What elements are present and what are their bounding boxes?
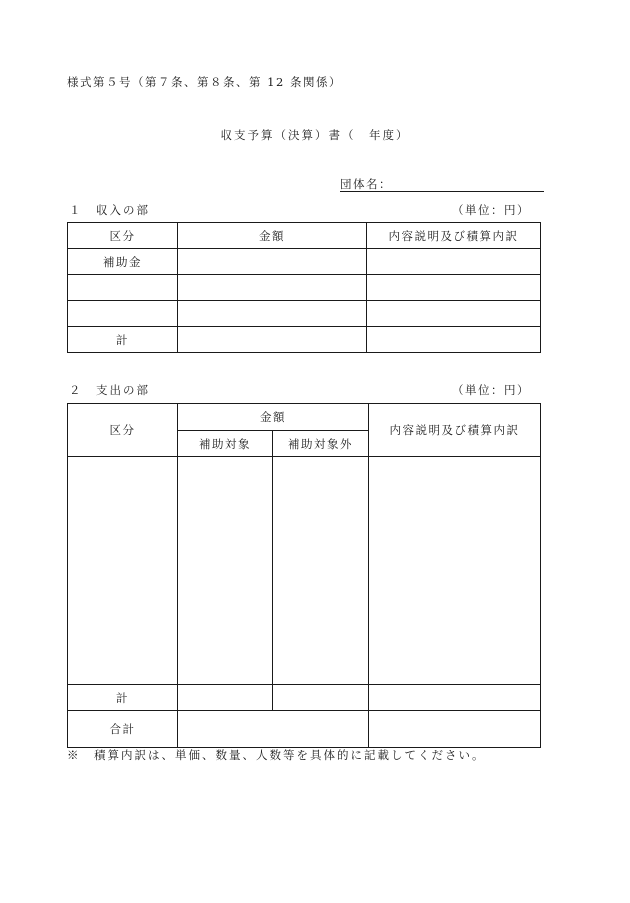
table-row — [68, 457, 541, 685]
column-header-description: 内容説明及び積算内訳 — [369, 404, 541, 457]
table-cell[interactable] — [178, 301, 367, 327]
column-header-category: 区分 — [68, 223, 178, 249]
column-header-not-subsidized: 補助対象外 — [273, 431, 369, 457]
table-cell[interactable] — [367, 249, 541, 275]
table-cell[interactable] — [178, 457, 273, 685]
table-row — [68, 275, 541, 301]
column-header-amount: 金額 — [178, 223, 367, 249]
table-cell[interactable] — [367, 301, 541, 327]
column-header-description: 内容説明及び積算内訳 — [367, 223, 541, 249]
subtotal-row — [68, 685, 541, 711]
table-header-row — [68, 223, 541, 249]
table-row — [68, 301, 541, 327]
table-cell[interactable] — [68, 457, 178, 685]
income-section-heading: １ 収入の部 — [69, 203, 150, 217]
table-cell[interactable] — [273, 685, 369, 711]
table-cell: 計 — [68, 327, 178, 353]
table-cell[interactable] — [68, 301, 178, 327]
income-table — [67, 222, 541, 353]
column-header-subsidized: 補助対象 — [178, 431, 273, 457]
table-row — [68, 327, 541, 353]
column-header-amount: 金額 — [178, 404, 369, 431]
table-cell[interactable] — [273, 457, 369, 685]
expense-section-heading: ２ 支出の部 — [69, 383, 150, 397]
expense-unit-label: （単位：円） — [452, 383, 530, 397]
table-cell: 補助金 — [68, 249, 178, 275]
document-title: 収支予算（決算）書（ 年度） — [220, 128, 410, 142]
table-cell[interactable] — [369, 685, 541, 711]
total-row — [68, 711, 541, 748]
table-row — [68, 249, 541, 275]
table-cell[interactable] — [178, 711, 369, 748]
income-unit-label: （単位：円） — [452, 203, 530, 217]
table-cell[interactable] — [369, 457, 541, 685]
table-cell[interactable] — [178, 685, 273, 711]
organization-name-field[interactable] — [340, 176, 544, 192]
table-cell[interactable] — [178, 327, 367, 353]
column-header-category: 区分 — [68, 404, 178, 457]
table-cell[interactable] — [367, 327, 541, 353]
table-cell[interactable] — [178, 249, 367, 275]
subtotal-label: 計 — [68, 685, 178, 711]
footnote: ※ 積算内訳は、単価、数量、人数等を具体的に記載してください。 — [67, 748, 486, 762]
table-cell[interactable] — [369, 711, 541, 748]
table-header-row — [68, 404, 541, 431]
table-cell[interactable] — [68, 275, 178, 301]
form-number: 様式第５号（第７条、第８条、第 12 条関係） — [67, 75, 342, 89]
table-cell[interactable] — [367, 275, 541, 301]
organization-name-label: 団体名： — [340, 177, 392, 191]
expense-table — [67, 403, 541, 748]
table-cell[interactable] — [178, 275, 367, 301]
total-label: 合計 — [68, 711, 178, 748]
